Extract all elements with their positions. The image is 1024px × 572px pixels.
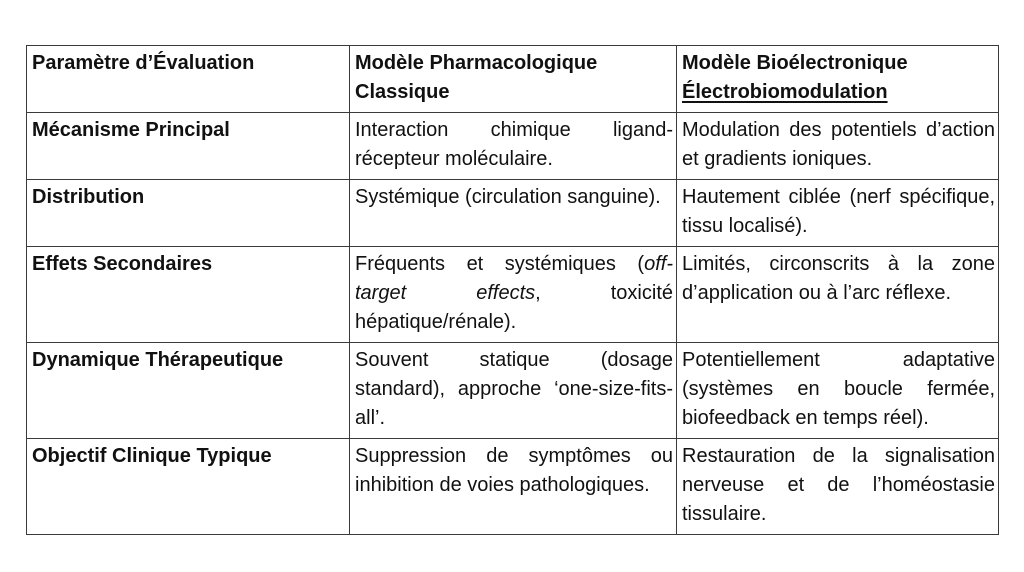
classic-cell: Souvent statique (dosage standard), approche ‘one-size-fits-all’. [350,343,677,439]
header-row [27,46,999,113]
bioelectronic-cell: Modulation des potentiels d’action et gradients ioniques. [677,113,999,180]
table-row [27,439,999,535]
classic-text-start: Fréquents et systémiques ( [355,253,645,275]
parameter-cell: Distribution [27,180,350,247]
parameter-cell: Objectif Clinique Typique [27,439,350,535]
bioelectronic-cell: Restauration de la signalisation nerveuse et de l’homéostasie tissulaire. [677,439,999,535]
header-classic-line1: Modèle Pharmacologique [355,52,598,74]
comparison-table-container [26,45,999,535]
parameter-cell: Dynamique Thérapeutique [27,343,350,439]
bioelectronic-cell: Limités, circonscrits à la zone d’application ou à l’arc réflexe. [677,247,999,343]
parameter-cell: Mécanisme Principal [27,113,350,180]
table-row [27,343,999,439]
bioelectronic-cell: Potentiellement adaptative (systèmes en boucle fermée, biofeedback en temps réel). [677,343,999,439]
classic-text-end: , toxicité hépatique/rénale). [355,282,673,333]
header-bioelectronic-line1: Modèle Bioélectronique [682,52,908,74]
table-row [27,247,999,343]
header-bioelectronic-line2: Électrobiomodulation [682,81,888,103]
classic-text-italic: off-target effects [355,253,673,304]
comparison-table [26,45,999,535]
table-row [27,113,999,180]
classic-cell: Systémique (circulation sanguine). [350,180,677,247]
classic-cell [350,247,677,343]
classic-cell: Interaction chimique ligand-récepteur moléculaire. [350,113,677,180]
classic-cell: Suppression de symptômes ou inhibition de voies pathologiques. [350,439,677,535]
bioelectronic-cell: Hautement ciblée (nerf spécifique, tissu localisé). [677,180,999,247]
header-parameter: Paramètre d’Évaluation [27,46,350,113]
table-row [27,180,999,247]
header-classic-model [350,46,677,113]
parameter-cell: Effets Secondaires [27,247,350,343]
header-classic-line2: Classique [355,81,450,103]
header-bioelectronic-model [677,46,999,113]
